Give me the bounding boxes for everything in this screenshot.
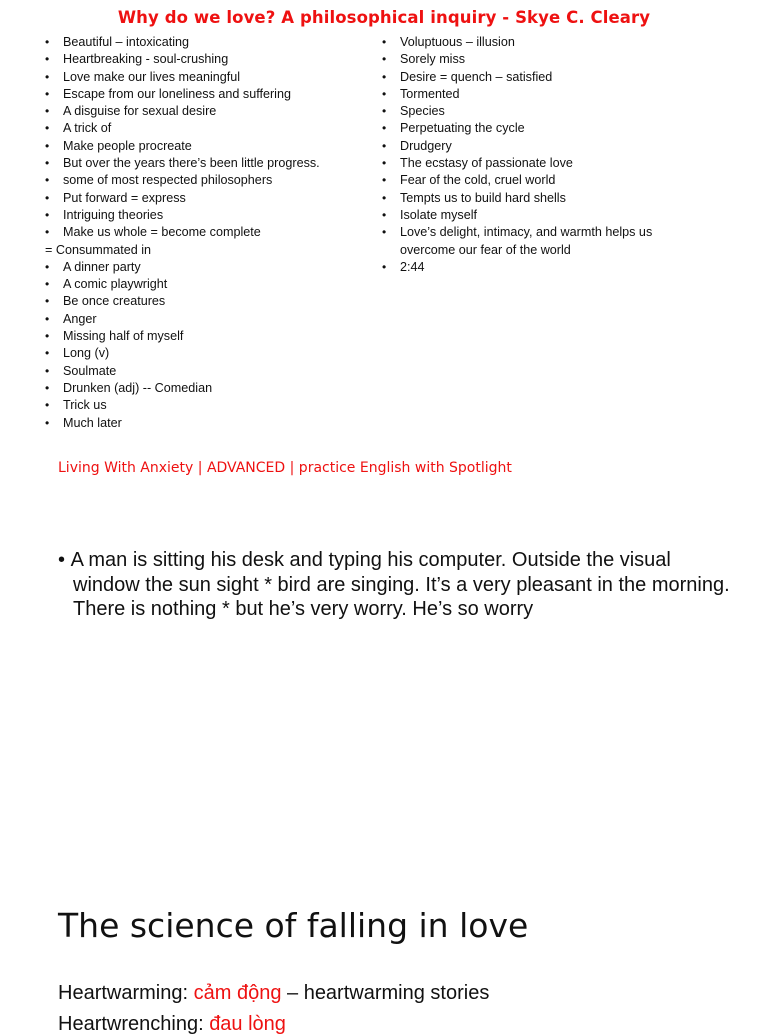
list-item: • Drunken (adj) -- Comedian — [45, 380, 355, 397]
list-item: • Intriguing theories — [45, 207, 355, 224]
list-item: • Isolate myself — [382, 207, 682, 224]
section-heading: The science of falling in love — [58, 906, 529, 945]
vocab-term: Heartwarming: — [58, 982, 194, 1004]
list-item: • Soulmate — [45, 363, 355, 380]
list-item: • A dinner party — [45, 259, 355, 276]
vocab-list-left — [45, 34, 355, 432]
list-item: • Trick us — [45, 397, 355, 414]
list-item: • Perpetuating the cycle — [382, 120, 682, 137]
page-title: Why do we love? A philosophical inquiry - Skye C. Cleary — [117, 8, 651, 27]
practice-paragraph: • A man is sitting his desk and typing his computer. Outside the visual window the sun sight * bird are singing. It’s a very pleasant in the morning. There is nothing * but he’s very worry. He’s so worry — [58, 549, 730, 620]
list-item: • Missing half of myself — [45, 328, 355, 345]
list-item: • Desire = quench – satisfied — [382, 69, 682, 86]
list-item: • Love’s delight, intimacy, and warmth helps us overcome our fear of the world — [382, 224, 682, 259]
list-item: • Beautiful – intoxicating — [45, 34, 355, 51]
list-item: • A trick of — [45, 120, 355, 137]
vocab-translation: đau lòng — [209, 1013, 286, 1035]
vocab-entry — [58, 1013, 286, 1036]
list-item: • Heartbreaking - soul-crushing — [45, 51, 355, 68]
list-item: • Put forward = express — [45, 190, 355, 207]
list-item: • Long (v) — [45, 345, 355, 362]
list-item: • Escape from our loneliness and suffering — [45, 86, 355, 103]
list-item: • Much later — [45, 415, 355, 432]
vocab-translation: cảm động — [193, 982, 282, 1004]
list-item: • some of most respected philosophers — [45, 172, 355, 189]
list-item: • Tormented — [382, 86, 682, 103]
list-item: • 2:44 — [382, 259, 682, 276]
list-item: • Sorely miss — [382, 51, 682, 68]
list-item: • Make people procreate — [45, 138, 355, 155]
list-item: • Fear of the cold, cruel world — [382, 172, 682, 189]
list-item: = Consummated in — [45, 242, 152, 257]
list-item: • Species — [382, 103, 682, 120]
list-item: • Tempts us to build hard shells — [382, 190, 682, 207]
list-item: • But over the years there’s been little progress. — [45, 155, 355, 172]
list-item: • The ecstasy of passionate love — [382, 155, 682, 172]
vocab-list-right — [382, 34, 682, 276]
list-item: • Drudgery — [382, 138, 682, 155]
list-item: • Love make our lives meaningful — [45, 69, 355, 86]
vocab-term: Heartwrenching: — [58, 1013, 210, 1035]
video-link[interactable]: Living With Anxiety | ADVANCED | practice English with Spotlight — [58, 460, 512, 476]
list-item: • Make us whole = become complete — [45, 224, 355, 241]
vocab-entry — [58, 982, 489, 1005]
list-item: • Be once creatures — [45, 293, 355, 310]
list-item: • Anger — [45, 311, 355, 328]
list-item: • A comic playwright — [45, 276, 355, 293]
list-item: • A disguise for sexual desire — [45, 103, 355, 120]
list-item: • Voluptuous – illusion — [382, 34, 682, 51]
paragraph-text: A man is sitting his desk and typing his computer. Outside the visual window the sun sight * bird are singing. It’s a very pleasant in the morning. There is nothing * but he’s very worry. He’s so worry — [70, 549, 730, 620]
vocab-example: – heartwarming stories — [281, 982, 490, 1004]
